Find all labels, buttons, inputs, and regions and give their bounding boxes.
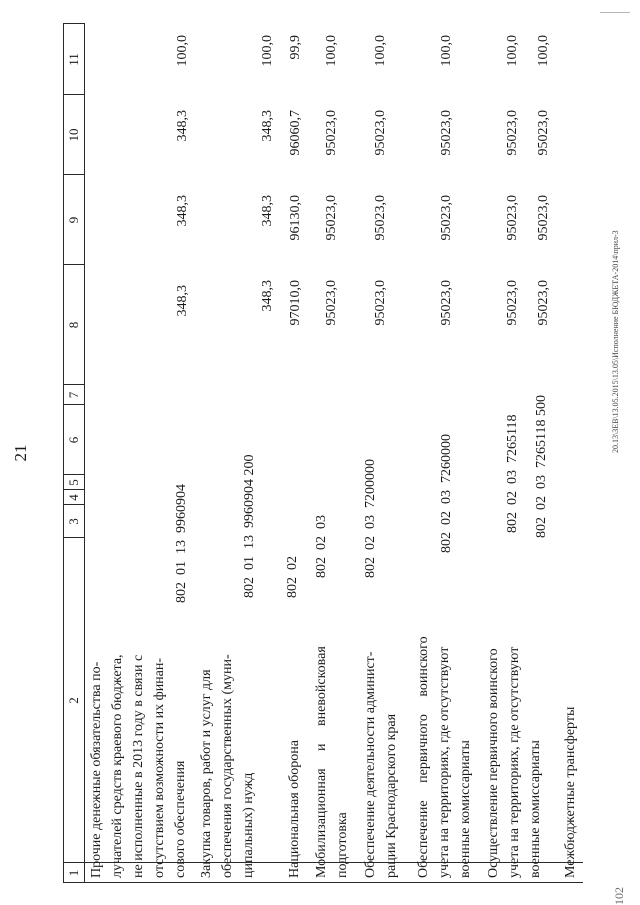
value-col-11: 100,0 bbox=[373, 35, 388, 67]
value-col-9: 95023,0 bbox=[536, 195, 551, 241]
value-col-10: 95023,0 bbox=[324, 110, 339, 156]
value-col-10: 348,3 bbox=[260, 110, 275, 142]
description-line: не исполненные в 2013 году в связи с bbox=[131, 654, 146, 878]
description-line: военные комиссариаты bbox=[458, 740, 473, 878]
budget-table bbox=[63, 23, 583, 883]
value-col-9: 96130,0 bbox=[288, 195, 303, 241]
budget-code: 802 01 13 9960904 200 bbox=[242, 454, 257, 598]
description-line: обеспечения государственных (муни- bbox=[220, 654, 235, 878]
description-line: военные комиссариаты bbox=[528, 740, 543, 878]
budget-code: 802 02 03 7200000 bbox=[363, 459, 378, 578]
row-description bbox=[360, 548, 402, 878]
description-line: подготовка bbox=[335, 812, 350, 878]
value-col-9: 95023,0 bbox=[373, 195, 388, 241]
budget-code: 802 02 03 7260000 bbox=[439, 434, 454, 553]
description-line: сового обеспечения bbox=[173, 760, 188, 878]
description-line: Закупка товаров, работ и услуг для bbox=[199, 669, 214, 878]
description-line: учета на территориях, где отсутствуют bbox=[507, 646, 522, 878]
rotated-sheet bbox=[11, 23, 626, 905]
description-line: Обеспечение деятельности админист- bbox=[363, 651, 378, 878]
value-col-10: 95023,0 bbox=[373, 110, 388, 156]
value-col-11: 100,0 bbox=[324, 35, 339, 67]
column-header: 2 bbox=[66, 697, 81, 704]
table-left-border bbox=[63, 882, 583, 883]
description-line: учета на территориях, где отсутствуют bbox=[437, 646, 452, 878]
value-col-8: 95023,0 bbox=[373, 280, 388, 326]
value-col-11: 100,0 bbox=[175, 35, 190, 67]
file-path-footer: 20.13\ЗЕВ\13.05.2015\13.05\Исполнение БЮДЖЕТА-2014\прил-3 bbox=[611, 230, 620, 453]
header-bottom-border bbox=[84, 23, 85, 883]
value-col-11: 99,9 bbox=[288, 35, 303, 60]
column-header: 10 bbox=[66, 128, 81, 142]
value-col-9: 95023,0 bbox=[324, 195, 339, 241]
value-col-11: 100,0 bbox=[260, 35, 275, 67]
value-col-10: 95023,0 bbox=[536, 110, 551, 156]
value-col-10: 95023,0 bbox=[439, 110, 454, 156]
value-col-10: 348,3 bbox=[175, 110, 190, 142]
value-col-8: 95023,0 bbox=[505, 280, 520, 326]
value-col-8: 95023,0 bbox=[324, 280, 339, 326]
budget-code: 802 02 bbox=[285, 556, 300, 598]
column-header: 9 bbox=[66, 216, 81, 224]
description-line: отсутствием возможности их финан- bbox=[152, 657, 167, 878]
value-col-9: 348,3 bbox=[260, 195, 275, 227]
budget-code: 802 02 03 7265118 500 bbox=[534, 395, 549, 538]
column-header: 3 bbox=[66, 518, 81, 525]
value-col-10: 95023,0 bbox=[505, 110, 520, 156]
value-col-10: 96060,7 bbox=[288, 110, 303, 156]
column-header: 8 bbox=[66, 321, 81, 329]
value-col-8: 97010,0 bbox=[288, 280, 303, 326]
description-line: Мобилизационная и вневойсковая bbox=[314, 646, 329, 878]
description-line: Обеспечение первичного воинского bbox=[416, 636, 431, 878]
column-header: 11 bbox=[66, 53, 81, 66]
value-col-11: 100,0 bbox=[505, 35, 520, 67]
column-header: 6 bbox=[66, 436, 81, 444]
value-col-9: 95023,0 bbox=[505, 195, 520, 241]
description-line: лучателей средств краевого бюджета, bbox=[110, 654, 125, 878]
value-col-11: 100,0 bbox=[439, 35, 454, 67]
value-col-11: 100,0 bbox=[536, 35, 551, 67]
value-col-8: 95023,0 bbox=[439, 280, 454, 326]
column-header: 4 bbox=[66, 494, 81, 501]
budget-code: 802 01 13 9960904 bbox=[174, 484, 189, 603]
budget-code: 802 02 03 bbox=[314, 515, 329, 578]
row-description bbox=[560, 548, 581, 878]
page-number: 21 bbox=[11, 444, 30, 462]
budget-code: 802 02 03 7265118 bbox=[505, 414, 520, 533]
row-description bbox=[483, 548, 546, 878]
description-line: Прочие денежные обязательства по- bbox=[89, 661, 104, 878]
row-description bbox=[311, 548, 353, 878]
scan-edge-mark bbox=[600, 12, 630, 13]
row-description bbox=[413, 548, 476, 878]
description-line: рации Краснодарского края bbox=[384, 713, 399, 878]
description-line: Национальная оборона bbox=[287, 740, 302, 878]
column-header: 1 bbox=[66, 869, 81, 877]
description-line: Осуществление первичного воинского bbox=[486, 648, 501, 878]
value-col-8: 348,3 bbox=[260, 280, 275, 312]
column-header: 5 bbox=[66, 479, 81, 486]
value-col-9: 348,3 bbox=[175, 195, 190, 227]
description-line: ципальных) нужд bbox=[241, 772, 256, 878]
value-col-9: 95023,0 bbox=[439, 195, 454, 241]
value-col-8: 95023,0 bbox=[536, 280, 551, 326]
description-line: Межбюджетные трансферты bbox=[563, 706, 578, 878]
archive-stamp: 102 bbox=[612, 887, 626, 905]
column-header: 7 bbox=[66, 391, 81, 399]
table-top-border bbox=[63, 23, 64, 883]
value-col-8: 348,3 bbox=[175, 285, 190, 317]
